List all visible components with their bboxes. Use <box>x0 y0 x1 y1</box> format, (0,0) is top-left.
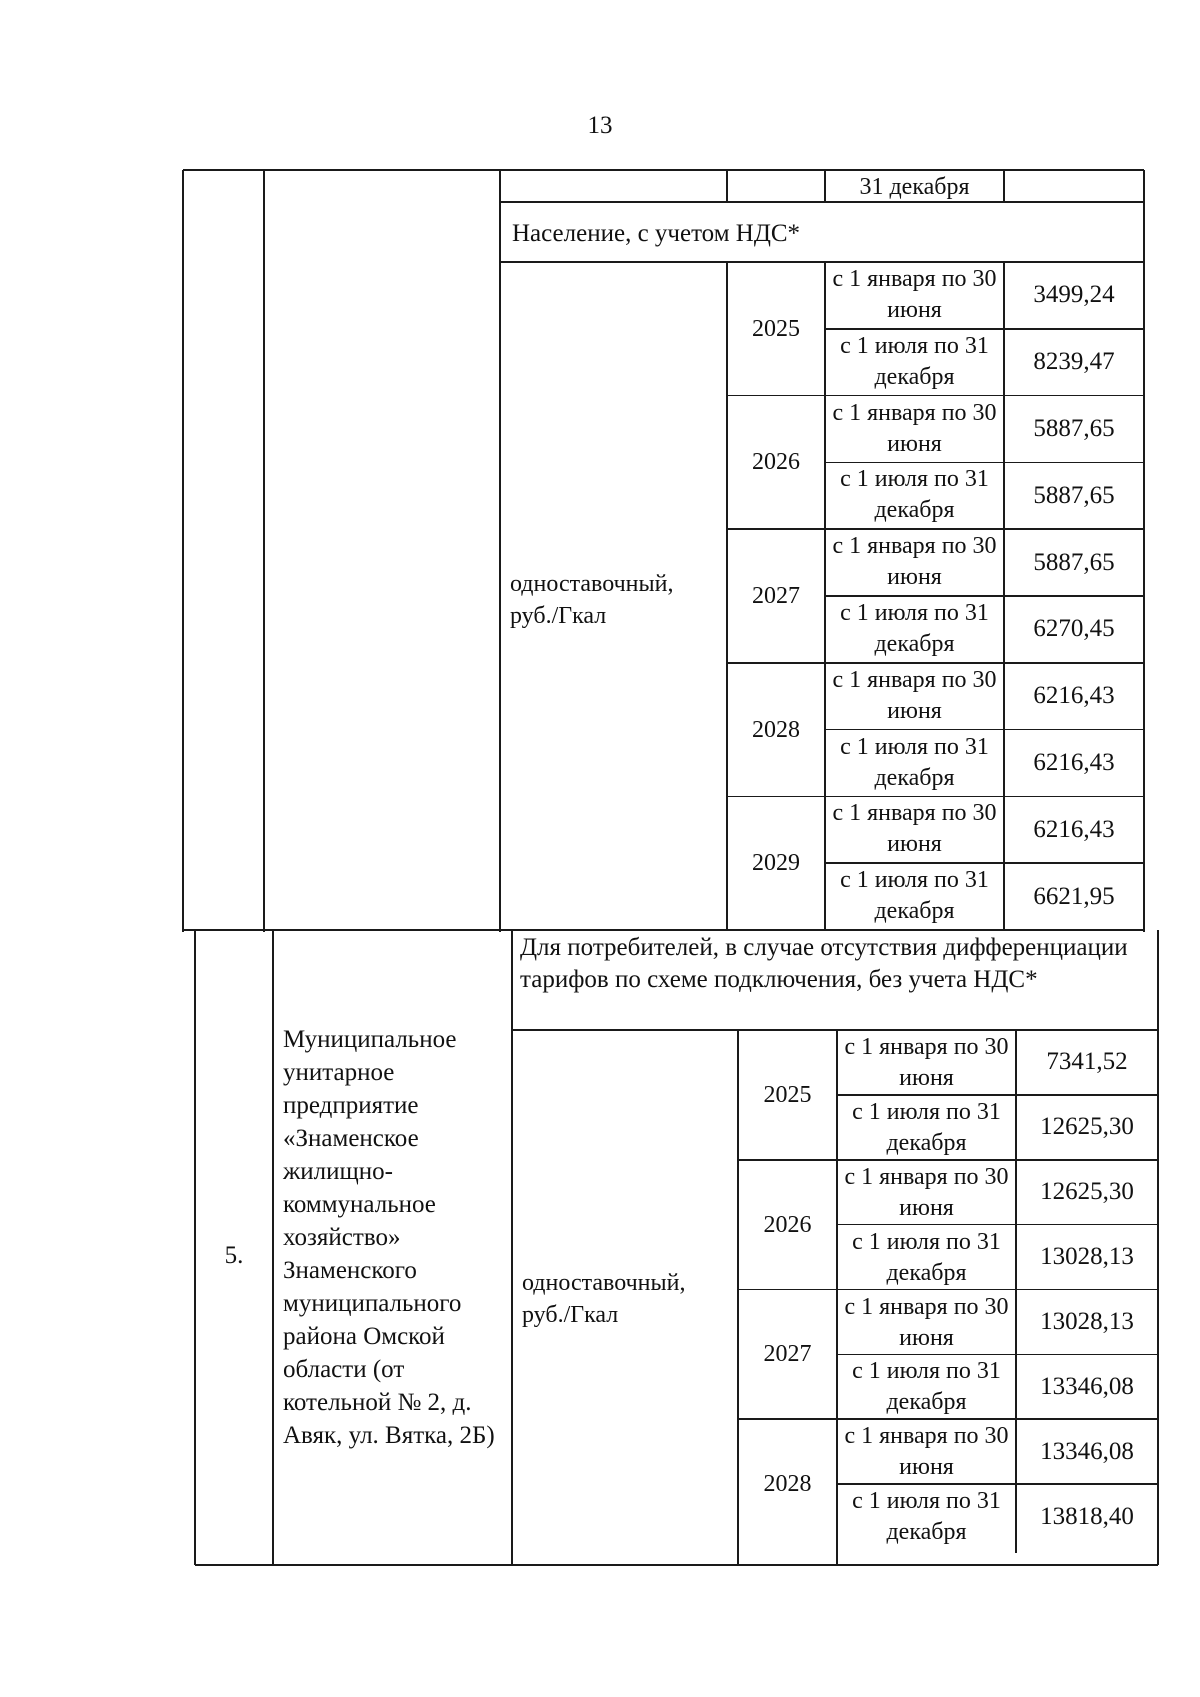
period-cell: 31 декабря <box>859 174 970 200</box>
tariff-value: 6216,43 <box>1033 749 1115 776</box>
period-cell: с 1 января по 30 июня <box>832 800 997 858</box>
table-border <box>1015 1030 1017 1553</box>
year-cell: 2027 <box>752 583 800 609</box>
period-cell: с 1 июля по 31 декабря <box>852 1488 1001 1546</box>
tariff-value: 6216,43 <box>1033 815 1115 843</box>
period-cell: с 1 июля по 31 декабря <box>852 1228 1001 1286</box>
period-cell: с 1 июля по 31 декабря <box>840 466 989 524</box>
year-cell: 2026 <box>752 449 800 476</box>
tariff-value: 8239,47 <box>1033 348 1115 376</box>
year-cell: 2029 <box>752 850 800 877</box>
table-border <box>738 1289 1158 1291</box>
table-border <box>727 395 1144 397</box>
table-border <box>183 929 1144 931</box>
group-header: Население, с учетом НДС* <box>512 220 801 247</box>
period-cell: с 1 января по 30 июня <box>832 399 997 457</box>
tariff-type-label: одноставочный, руб./Гкал <box>510 571 674 629</box>
table-border <box>511 930 513 1565</box>
period-cell: с 1 июля по 31 декабря <box>840 733 989 791</box>
year-cell: 2025 <box>763 1081 812 1108</box>
tariff-value: 6621,95 <box>1033 882 1115 910</box>
period-cell: с 1 июля по 31 декабря <box>852 1098 1001 1156</box>
tariff-value: 13346,08 <box>1040 1437 1134 1465</box>
period-cell: с 1 января по 30 июня <box>844 1293 1009 1351</box>
tariff-value: 6216,43 <box>1033 682 1115 710</box>
tariff-value: 5887,65 <box>1033 548 1115 576</box>
table-border <box>738 1159 1158 1161</box>
period-cell: с 1 января по 30 июня <box>832 533 997 591</box>
group-header: Для потребителей, в случае отсутствия дифференциации тарифов по схеме подключения, без учета НДС* <box>520 934 1128 993</box>
period-cell: с 1 июля по 31 декабря <box>840 332 989 390</box>
period-cell: с 1 января по 30 июня <box>844 1034 1009 1091</box>
table-border <box>837 1483 1158 1485</box>
period-cell: с 1 января по 30 июня <box>832 266 997 323</box>
period-cell: с 1 июля по 31 декабря <box>852 1358 1001 1416</box>
tariff-type-label: одноставочный, руб./Гкал <box>522 1270 686 1328</box>
table-border <box>837 1354 1158 1356</box>
table-border <box>825 862 1144 864</box>
table-border <box>837 1224 1158 1226</box>
table-border <box>837 1094 1158 1096</box>
table-border <box>727 528 1144 530</box>
table-border <box>825 462 1144 464</box>
table-border <box>263 170 265 932</box>
year-cell: 2028 <box>752 716 800 743</box>
tariff-value: 13028,13 <box>1040 1307 1134 1335</box>
period-cell: с 1 января по 30 июня <box>844 1423 1009 1481</box>
table-border <box>825 729 1144 731</box>
tariff-value: 3499,24 <box>1033 281 1115 309</box>
table-border <box>738 1418 1158 1420</box>
table-border <box>499 170 501 932</box>
page-number: 13 <box>587 112 613 139</box>
tariff-value: 13028,13 <box>1040 1243 1134 1271</box>
tariff-value: 13818,40 <box>1040 1502 1134 1530</box>
table-border <box>727 796 1144 798</box>
table-border <box>727 662 1144 664</box>
table-border <box>726 170 728 202</box>
period-cell: с 1 июля по 31 декабря <box>840 600 989 657</box>
year-cell: 2025 <box>752 315 800 342</box>
period-cell: с 1 июля по 31 декабря <box>840 867 989 925</box>
period-cell: с 1 января по 30 июня <box>844 1163 1009 1221</box>
tariff-value: 7341,52 <box>1046 1048 1128 1076</box>
row-number: 5. <box>224 1242 244 1269</box>
table-border <box>825 595 1144 597</box>
year-cell: 2026 <box>763 1211 812 1238</box>
tariff-value: 13346,08 <box>1040 1372 1134 1400</box>
table-border <box>182 170 184 932</box>
table-border <box>500 201 1144 203</box>
year-cell: 2028 <box>763 1471 812 1498</box>
tariff-value: 5887,65 <box>1033 415 1115 442</box>
tariff-value: 12625,30 <box>1040 1178 1134 1206</box>
tariff-value: 12625,30 <box>1040 1113 1134 1141</box>
table-border <box>512 1029 1158 1031</box>
tariff-value: 5887,65 <box>1033 481 1115 509</box>
table-border <box>500 261 1144 263</box>
table-border <box>195 1564 1158 1566</box>
period-cell: с 1 января по 30 июня <box>832 666 997 724</box>
table-border <box>825 328 1144 330</box>
organization-name: Муниципальное унитарное предприятие «Знаменское жилищно-коммунальное хозяйство» Знаменского муниципального района Омской области (от котельной № 2, д. Авяк, ул. Вятка, 2Б) <box>283 1026 495 1449</box>
year-cell: 2027 <box>763 1341 812 1368</box>
tariff-value: 6270,45 <box>1033 615 1115 643</box>
